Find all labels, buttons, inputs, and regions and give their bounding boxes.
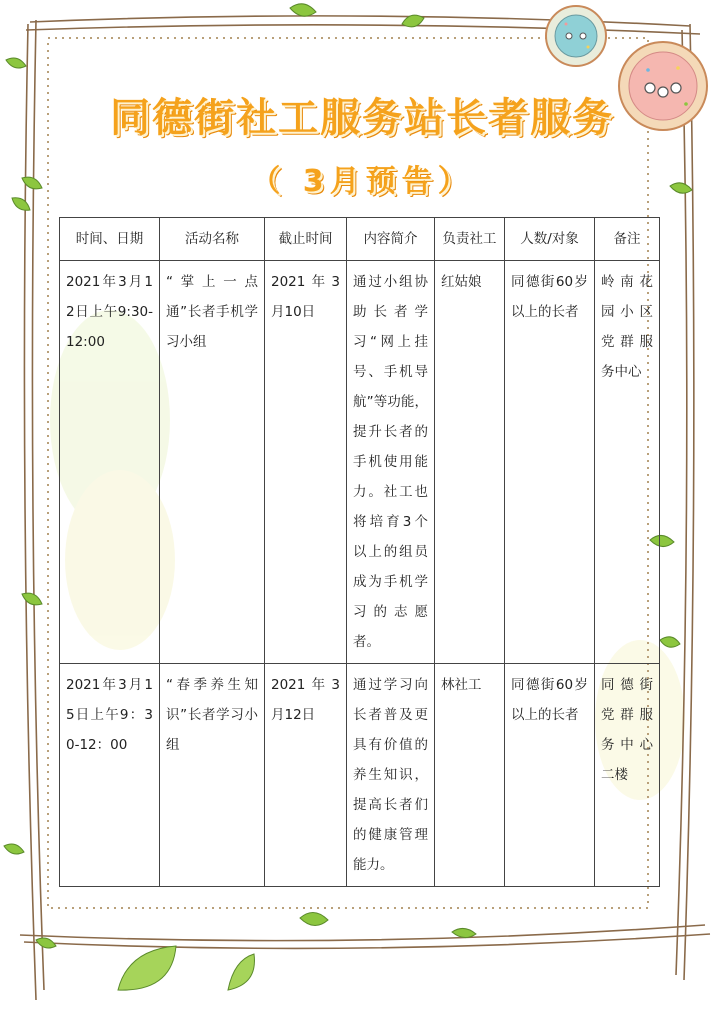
page-title: 同德街社工服务站长者服务	[110, 95, 614, 141]
column-header-worker: 负责社工	[435, 218, 505, 261]
leaf-icon	[402, 15, 424, 27]
large-leaf-icon	[118, 946, 176, 990]
leaf-icon	[660, 637, 680, 647]
cell-target: 同德街60岁以上的长者	[505, 261, 595, 664]
leaf-icon	[6, 58, 26, 68]
cell-time: 2021年3月15日上午9：30-12：00	[60, 664, 160, 887]
leaf-icon	[4, 844, 24, 854]
table-header-row	[60, 218, 660, 261]
donut-small-icon	[546, 6, 606, 66]
cell-activity: “掌上一点通”长者手机学习小组	[160, 261, 265, 664]
cell-worker: 林社工	[435, 664, 505, 887]
leaf-icon	[300, 912, 328, 925]
column-header-target: 人数/对象	[505, 218, 595, 261]
table-row	[60, 664, 660, 887]
column-header-activity: 活动名称	[160, 218, 265, 261]
leaf-icon	[22, 593, 42, 605]
cell-content: 通过学习向长者普及更具有价值的养生知识，提高长者们的健康管理能力。	[347, 664, 435, 887]
column-header-content: 内容简介	[347, 218, 435, 261]
cell-time: 2021年3月12日上午9:30-12:00	[60, 261, 160, 664]
column-header-time: 时间、日期	[60, 218, 160, 261]
schedule-table	[59, 217, 660, 887]
cell-activity: “春季养生知识”长者学习小组	[160, 664, 265, 887]
cell-note: 岭南花园小区党群服务中心	[595, 261, 660, 664]
cell-worker: 红姑娘	[435, 261, 505, 664]
cell-deadline: 2021年3月10日	[265, 261, 347, 664]
page-subtitle: （ 3月预告）	[250, 164, 474, 199]
leaf-icon	[36, 938, 56, 948]
leaf-icon	[452, 928, 476, 937]
cell-content: 通过小组协助长者学习“网上挂号、手机导航”等功能，提升长者的手机使用能力。社工也将培育3个以上的组员成为手机学习的志愿者。	[347, 261, 435, 664]
column-header-note: 备注	[595, 218, 660, 261]
cell-deadline: 2021年3月12日	[265, 664, 347, 887]
leaf-icon	[290, 4, 316, 16]
cell-note: 同德街党群服务中心二楼	[595, 664, 660, 887]
column-header-deadline: 截止时间	[265, 218, 347, 261]
table-row	[60, 261, 660, 664]
cell-target: 同德街60岁以上的长者	[505, 664, 595, 887]
large-leaf-icon	[228, 954, 254, 990]
